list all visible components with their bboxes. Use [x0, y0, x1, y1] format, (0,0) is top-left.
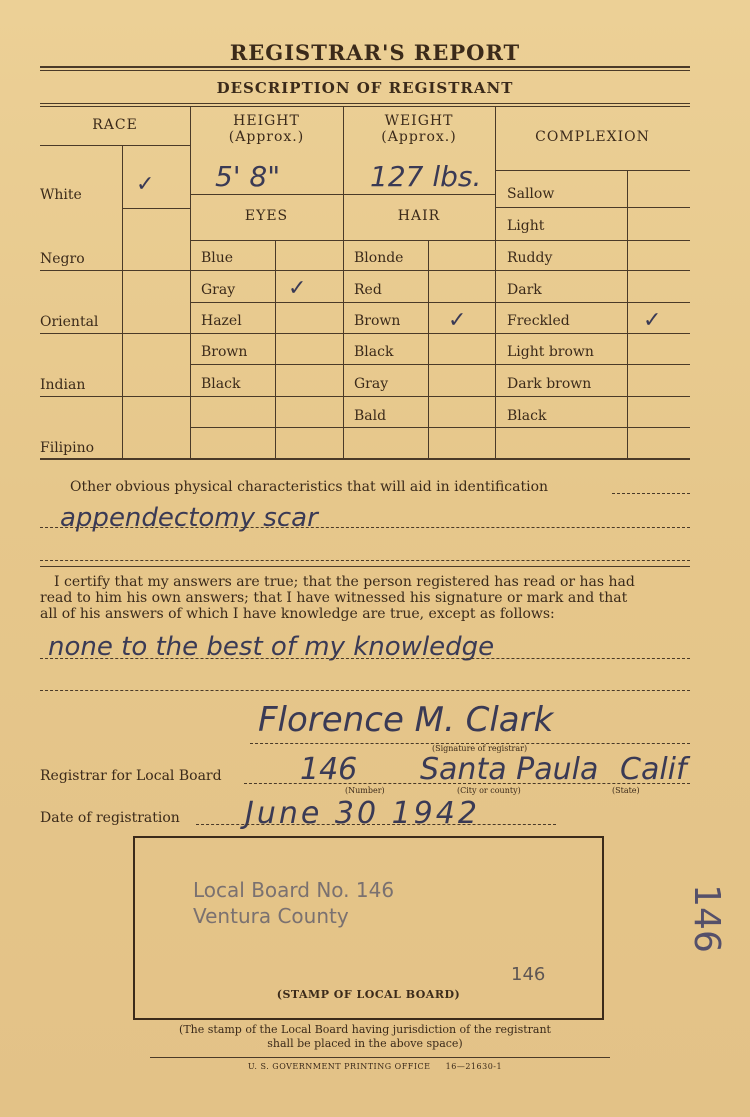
eyes-option: Black [201, 376, 241, 392]
grid-line [428, 240, 429, 458]
grid-line [122, 145, 123, 458]
complexion-option: Black [507, 408, 547, 424]
grid-line [190, 194, 495, 195]
date-label: Date of registration [40, 810, 180, 826]
section-subtitle: DESCRIPTION OF REGISTRANT [216, 79, 514, 97]
stamp-note-line-1: (The stamp of the Local Board having jurisdiction of the registrant [179, 1023, 551, 1036]
eyes-header: EYES [244, 208, 289, 224]
grid-line [190, 302, 690, 303]
certify-line-2: read to him his own answers; that I have witnessed his signature or mark and that [40, 590, 628, 606]
grid-line [190, 427, 690, 428]
complexion-option: Light brown [507, 344, 594, 360]
grid-line [343, 106, 344, 458]
fill-line [40, 658, 690, 659]
race-white-check-icon: ✓ [136, 172, 155, 197]
side-number: 146 [685, 884, 727, 953]
complexion-option: Light [507, 218, 545, 234]
grid-line [40, 458, 690, 460]
local-board-city: Santa Paula [420, 752, 599, 787]
fill-line [40, 690, 690, 691]
local-board-label: Registrar for Local Board [40, 768, 222, 784]
divider [40, 566, 690, 567]
complexion-option: Dark brown [507, 376, 592, 392]
weight-value: 127 lbs. [370, 160, 482, 193]
exceptions-value: none to the best of my knowledge [48, 632, 495, 662]
stamp-caption: (STAMP OF LOCAL BOARD) [276, 988, 461, 1001]
divider [40, 70, 690, 71]
complexion-freckled-check-icon: ✓ [643, 308, 662, 333]
race-option: Negro [40, 251, 85, 267]
local-board-number: 146 [300, 752, 358, 787]
other-characteristics-value: appendectomy scar [60, 503, 318, 533]
stamp-note [40, 1023, 690, 1051]
date-value: June 30 1942 [245, 796, 480, 831]
divider [150, 1057, 610, 1058]
grid-line [275, 240, 276, 458]
weight-header: WEIGHT [384, 113, 454, 129]
grid-line [190, 364, 690, 365]
hair-option: Blonde [354, 250, 404, 266]
grid-line [40, 145, 190, 146]
race-option: Oriental [40, 314, 99, 330]
grid-line [122, 208, 190, 209]
grid-line [495, 106, 496, 458]
eyes-option: Brown [201, 344, 248, 360]
race-option: Indian [40, 377, 86, 393]
hair-option: Brown [354, 313, 401, 329]
fill-line [612, 493, 690, 494]
hair-option: Bald [354, 408, 387, 424]
fill-line [196, 824, 556, 825]
grid-line [190, 106, 191, 458]
hair-option: Red [354, 282, 382, 298]
divider [40, 103, 690, 104]
eyes-option: Gray [201, 282, 236, 298]
fill-line [40, 560, 690, 561]
certify-line-3: all of his answers of which I have knowledge are true, except as follows: [40, 606, 555, 622]
grid-line [495, 170, 690, 171]
hair-brown-check-icon: ✓ [448, 308, 467, 333]
race-option: Filipino [40, 440, 95, 456]
caption-city: (City or county) [457, 786, 521, 795]
complexion-header: COMPLEXION [535, 129, 650, 145]
eyes-gray-check-icon: ✓ [288, 276, 307, 301]
certify-line-1: I certify that my answers are true; that the person registered has read or has had [54, 574, 635, 590]
complexion-option: Sallow [507, 186, 555, 202]
race-option: White [40, 187, 82, 203]
complexion-option: Freckled [507, 313, 570, 329]
height-header: HEIGHT [233, 113, 300, 129]
complexion-option: Ruddy [507, 250, 553, 266]
grid-line [40, 396, 690, 397]
fill-line [40, 527, 690, 528]
caption-state: (State) [612, 786, 640, 795]
local-board-state: Calif [620, 752, 687, 787]
page-title: REGISTRAR'S REPORT [229, 40, 521, 65]
caption-number: (Number) [345, 786, 385, 795]
height-value: 5' 8" [215, 160, 281, 193]
registrar-signature: Florence M. Clark [258, 700, 554, 740]
stamp-box [133, 836, 604, 1020]
certify-text [40, 574, 700, 622]
grid-line [190, 240, 690, 241]
eyes-option: Blue [201, 250, 234, 266]
stamp-number: 146 [511, 964, 546, 985]
hair-header: HAIR [397, 208, 441, 224]
divider [40, 106, 690, 107]
grid-line [495, 207, 690, 208]
grid-line [627, 170, 628, 458]
stamp-line-2: Ventura County [193, 904, 349, 928]
height-approx: (Approx.) [228, 129, 305, 145]
other-characteristics-label: Other obvious physical characteristics that will aid in identification [70, 479, 549, 495]
hair-option: Gray [354, 376, 389, 392]
fill-line [244, 783, 690, 784]
stamp-note-line-2: shall be placed in the above space) [267, 1037, 463, 1050]
hair-option: Black [354, 344, 394, 360]
signature-caption: (Signature of registrar) [432, 744, 528, 753]
grid-line [40, 270, 690, 271]
weight-approx: (Approx.) [381, 129, 457, 145]
stamp-line-1: Local Board No. 146 [193, 878, 395, 902]
complexion-option: Dark [507, 282, 542, 298]
grid-line [40, 333, 690, 334]
race-header: RACE [92, 117, 138, 133]
divider [40, 66, 690, 68]
printing-office-footer: U. S. GOVERNMENT PRINTING OFFICE 16—21630-1 [247, 1062, 503, 1071]
eyes-option: Hazel [201, 313, 242, 329]
